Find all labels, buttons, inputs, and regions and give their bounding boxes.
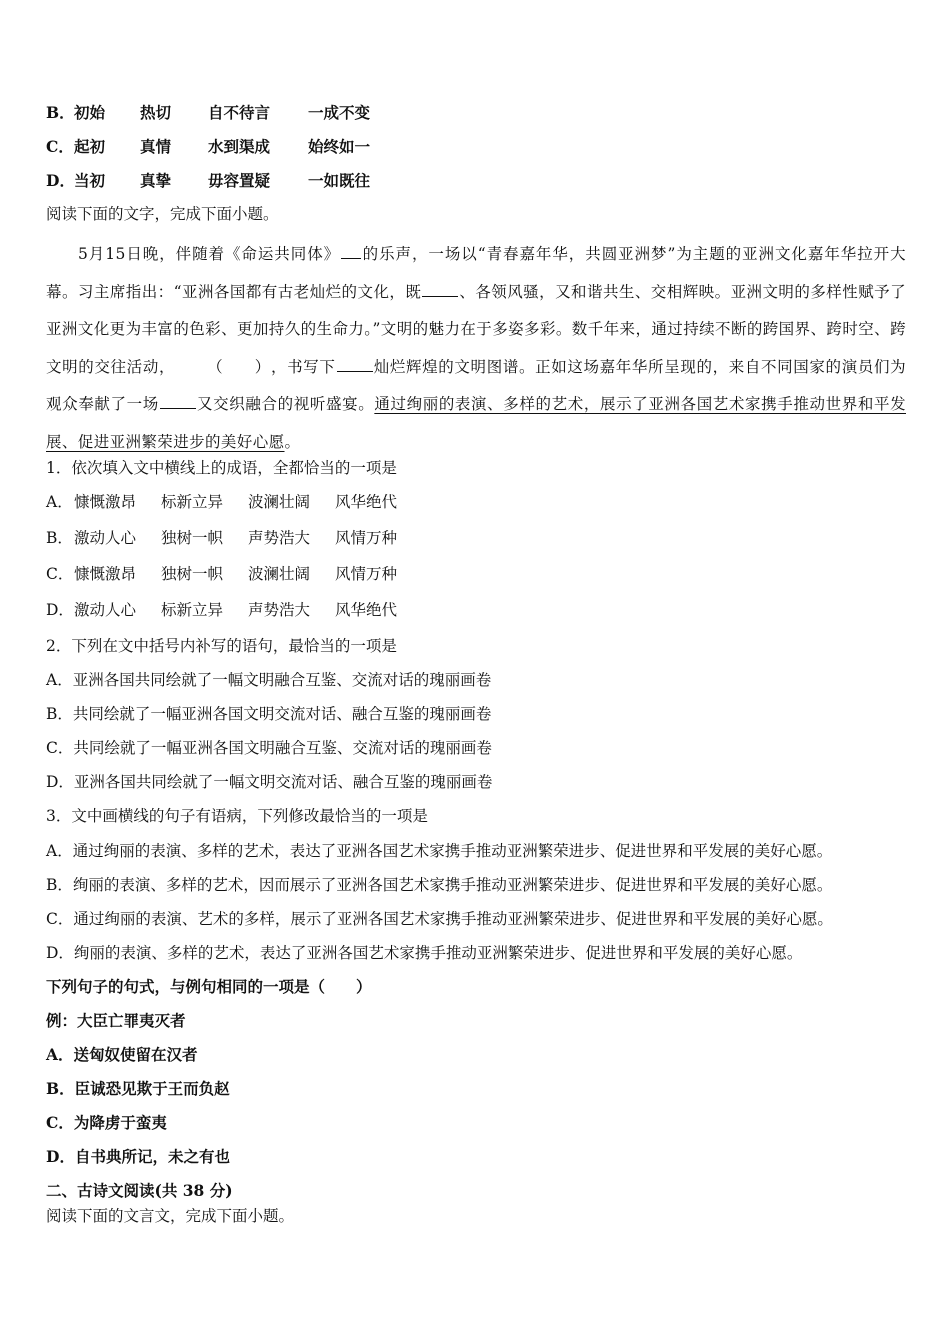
prev-option-c: C．起初 真情 水到渠成 始终如一 [46,137,371,156]
paren-blank: （ ） [207,357,271,376]
q1-option-a: A．慷慨激昂 标新立异 波澜壮阔 风华绝代 [46,493,398,511]
q1-option-d: D．激动人心 标新立异 声势浩大 风华绝代 [46,601,398,619]
reading-intro: 阅读下面的文字，完成下面小题。 [46,205,279,223]
q2-stem: 2．下列在文中括号内补写的语句，最恰当的一项是 [46,637,397,655]
blank-4 [160,394,196,409]
prev-option-b: B．初始 热切 自不待言 一成不变 [46,103,371,122]
prev-option-d: D．当初 真挚 毋容置疑 一如既往 [46,171,371,190]
underlined-sentence: 通过绚丽的表演、多样的艺术，展示了亚洲各国艺术家携手推动世界和平发展、促进亚洲繁荣进步的美好心愿 [46,395,906,451]
q3-option-c: C．通过绚丽的表演、艺术的多样，展示了亚洲各国艺术家携手推动亚洲繁荣进步、促进世界和平发展的美好心愿。 [46,910,833,928]
q3-option-b: B．绚丽的表演、多样的艺术，因而展示了亚洲各国艺术家携手推动亚洲繁荣进步、促进世界和平发展的美好心愿。 [46,876,833,894]
section-intro: 阅读下面的文言文，完成下面小题。 [46,1207,295,1225]
q1-option-c: C．慷慨激昂 独树一帜 波澜壮阔 风情万种 [46,565,398,583]
q3-stem: 3．文中画横线的句子有语病，下列修改最恰当的一项是 [46,807,428,825]
q2-option-d: D．亚洲各国共同绘就了一幅文明交流对话、融合互鉴的瑰丽画卷 [46,773,493,791]
reading-passage: 5月15日晚，伴随着《命运共同体》 的乐声，一场以“青春嘉年华，共圆亚洲梦”为主题的亚洲文化嘉年华拉开大幕。习主席指出：“亚洲各国都有古老灿烂的文化，既 、各领风骚，又和谐共生、交相辉映。亚洲文明的多样性赋予了亚洲文化更为丰富的色彩、更加持久的生命力。”文明的魅力在于多姿多彩。数千年来，通过持续不断的跨国界、跨时空、跨文明的交往活动， （ ），书写下 灿烂辉煌的文明图谱。正如这场嘉年华所呈现的，来自不同国家的演员们为观众奉献了一场 又交织融合的视听盛宴。通过绚丽的表演、多样的艺术，展示了亚洲各国艺术家携手推动世界和平发展、促进亚洲繁荣进步的美好心愿。 [46,245,907,451]
blank-2 [422,282,458,297]
q3-option-a: A．通过绚丽的表演、多样的艺术，表达了亚洲各国艺术家携手推动亚洲繁荣进步、促进世界和平发展的美好心愿。 [46,842,833,860]
blank-3 [337,357,373,372]
q1-option-b: B．激动人心 独树一帜 声势浩大 风情万种 [46,529,398,547]
q4-option-d: D．自书典所记，未之有也 [46,1147,230,1166]
section-heading: 二、古诗文阅读(共 38 分) [46,1181,233,1200]
q4-option-c: C．为降虏于蛮夷 [46,1113,167,1132]
q4-stem: 下列句子的句式，与例句相同的一项是（ ） [46,977,372,996]
blank-1 [341,244,361,259]
q4-option-a: A．送匈奴使留在汉者 [46,1045,198,1064]
q2-option-a: A．亚洲各国共同绘就了一幅文明融合互鉴、交流对话的瑰丽画卷 [46,671,492,689]
q4-example: 例：大臣亡罪夷灭者 [46,1011,186,1030]
q3-option-d: D．绚丽的表演、多样的艺术，表达了亚洲各国艺术家携手推动亚洲繁荣进步、促进世界和平发展的美好心愿。 [46,944,803,962]
q2-option-c: C．共同绘就了一幅亚洲各国文明融合互鉴、交流对话的瑰丽画卷 [46,739,492,757]
q2-option-b: B．共同绘就了一幅亚洲各国文明交流对话、融合互鉴的瑰丽画卷 [46,705,492,723]
q4-option-b: B．臣诚恐见欺于王而负赵 [46,1079,230,1098]
q1-stem: 1．依次填入文中横线上的成语，全都恰当的一项是 [46,459,397,477]
